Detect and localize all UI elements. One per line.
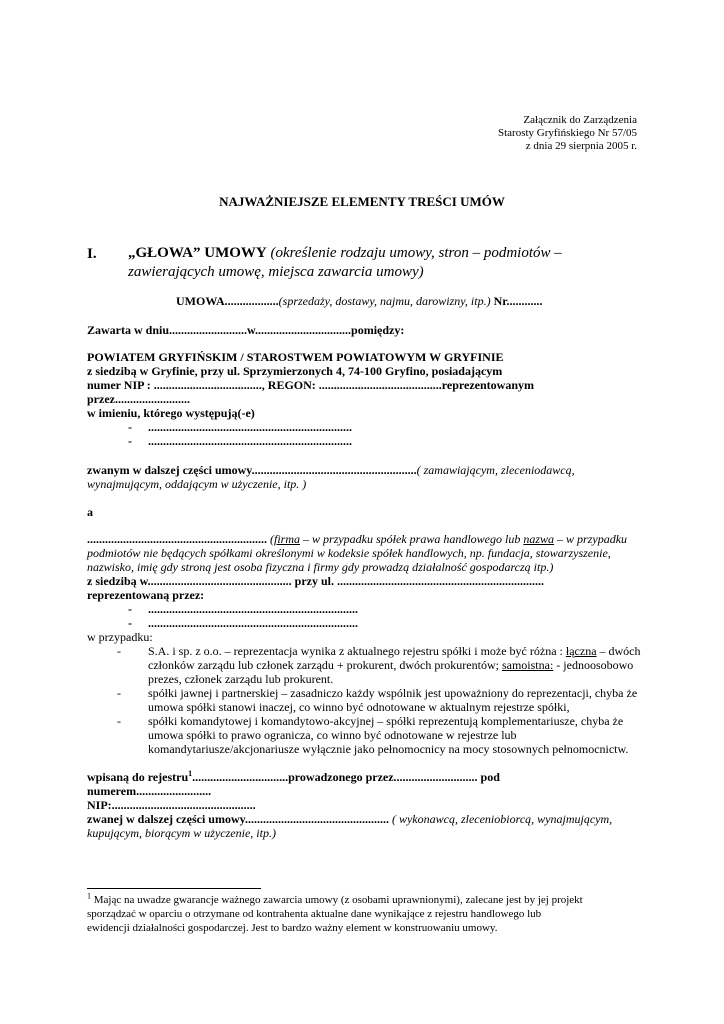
rejestr-text: ................................prowadzonego przez............................ pod: [192, 770, 500, 784]
zwanej-line: [87, 812, 612, 826]
zwanej-bold: zwanej w dalszej części umowy: [87, 812, 245, 826]
zawarta-line: Zawarta w dniu..........................w................................pomiędzy:: [87, 323, 405, 337]
case-text: – dwóch: [596, 644, 641, 658]
party1-line: przez.........................: [87, 392, 190, 406]
party2-italic: (: [267, 532, 274, 546]
case-line: spółki jawnej i partnerskiej – zasadniczo każdy wspólnik jest upoważniony do reprezentacji, chyba że: [148, 686, 638, 700]
nip-line: NIP:................................................: [87, 798, 256, 812]
rep-dash: -: [128, 434, 132, 448]
party1-line: numer NIP : ...................................., REGON: .........................................reprezentowanym: [87, 378, 534, 392]
party2-italic: – w przypadku: [554, 532, 628, 546]
zwanej-italic: ( wykonawcą, zleceniobiorcą, wynajmującym,: [388, 812, 613, 826]
firma-term: firma: [274, 532, 301, 546]
zwanym-dots: .......................................................: [251, 463, 417, 477]
umowa-italic: (sprzedaży, dostawy, najmu, darowizny, itp.): [278, 294, 491, 308]
zwanym-italic-line: wynajmującym, oddającym w użyczenie, itp. ): [87, 477, 307, 491]
footnote-line: ewidencji działalności gospodarczej. Jest to bardzo ważny element w konstruowaniu umowy.: [87, 922, 498, 934]
w-przypadku-line: w przypadku:: [87, 630, 153, 644]
case-text: członków zarządu lub członek zarządu + prokurent, dwóch prokurentów;: [148, 658, 502, 672]
a-label: a: [87, 505, 93, 519]
zwanej-dots: ................................................: [244, 812, 389, 826]
party2-line: nazwisko, imię gdy stroną jest osoba fizyczna i firmy gdy prowadzą działalność gospodarczą itp.): [87, 560, 554, 574]
case-line: umowa spółki stanowi inaczej, co winno być odnotowane w aktualnym rejestrze spółki,: [148, 700, 570, 714]
umowa-number: Nr............: [490, 294, 543, 308]
document-title: NAJWAŻNIEJSZE ELEMENTY TREŚCI UMÓW: [219, 194, 505, 209]
numerem-line: numerem.........................: [87, 784, 212, 798]
laczna-term: łączna: [565, 644, 597, 658]
samoistna-term: samoistna:: [501, 658, 554, 672]
case-bullet: -: [117, 714, 121, 728]
party2-line: [87, 532, 627, 546]
umowa-line: [176, 294, 542, 308]
section-heading-bold: „GŁOWA” UMOWY: [128, 245, 267, 261]
case-text: - jednoosobowo: [553, 658, 634, 672]
party2-dots: ............................................................: [87, 532, 267, 546]
header-note-line: Starosty Gryfińskiego Nr 57/05: [497, 127, 637, 139]
footnote-line: sporządzać w oparciu o otrzymane od kontrahenta aktualne dane wynikające z rejestru handlowego lub: [87, 908, 542, 920]
footnote-text: Mając na uwadze gwarancje ważnego zawarcia umowy (z osobami uprawnionymi), zalecane jest by jej projekt: [91, 894, 583, 906]
umowa-bold: UMOWA..................: [176, 294, 279, 308]
footnote-ref: 1: [188, 769, 193, 778]
zwanej-italic-line: kupującym, biorącym w użyczenie, itp.): [87, 826, 276, 840]
header-note: [498, 114, 637, 153]
case-bullet: -: [117, 686, 121, 700]
reprezentowana-line: reprezentowaną przez:: [87, 588, 205, 602]
footnote-separator: [87, 888, 261, 889]
party1-line: POWIATEM GRYFIŃSKIM / STAROSTWEM POWIATOWYM W GRYFINIE: [87, 350, 504, 364]
case-line: [148, 658, 633, 672]
section-number: I.: [87, 246, 97, 262]
case-line: prezes, członek zarządu lub prokurent.: [148, 672, 334, 686]
rejestr-line: [87, 770, 500, 784]
representative-field: ......................................................................: [148, 616, 358, 630]
section-heading: [128, 244, 598, 282]
siedziba-line: z siedzibą w................................................ przy ul. .....................................................................: [87, 574, 545, 588]
case-line: umowa spółki to prawo ogranicza, co winno być odnotowane w rejestrze lub: [148, 728, 517, 742]
party2-italic: – w przypadku spółek prawa handlowego lub: [300, 532, 524, 546]
case-line: komandytariusze/akcjonariusze wyłącznie jako pełnomocnicy na mocy stosownych pełnomocnictw.: [148, 742, 629, 756]
case-line: spółki komandytowej i komandytowo-akcyjnej – spółki reprezentują komplementariusze, chyba że: [148, 714, 624, 728]
party2-line: podmiotów nie będących spółkami określonymi w kodeksie spółek handlowych, np. fundacja, stowarzyszenie,: [87, 546, 611, 560]
party1-line: w imieniu, którego występują(-e): [87, 406, 255, 420]
representative-field: ....................................................................: [148, 434, 352, 448]
footnote-line: [87, 893, 583, 907]
rep-dash: -: [128, 602, 132, 616]
zwanym-line: [87, 463, 575, 477]
party1-line: z siedzibą w Gryfinie, przy ul. Sprzymierzonych 4, 74-100 Gryfino, posiadającym: [87, 364, 503, 378]
section-heading-italic: (określenie rodzaju umowy, stron – podmiotów –: [270, 245, 562, 261]
representative-field: ......................................................................: [148, 602, 358, 616]
footnote-number: 1: [87, 891, 91, 901]
case-line: [148, 644, 641, 658]
zwanym-bold: zwanym w dalszej części umowy: [87, 463, 252, 477]
nazwa-term: nazwa: [523, 532, 555, 546]
section-heading-italic: zawierających umowę, miejsca zawarcia umowy): [128, 264, 424, 280]
case-text: S.A. i sp. z o.o. – reprezentacja wynika z aktualnego rejestru spółki i może być różna :: [148, 644, 566, 658]
case-bullet: -: [117, 644, 121, 658]
header-note-line: Załącznik do Zarządzenia: [523, 114, 637, 126]
header-note-line: z dnia 29 sierpnia 2005 r.: [525, 140, 637, 152]
rep-dash: -: [128, 616, 132, 630]
representative-field: ....................................................................: [148, 420, 352, 434]
rep-dash: -: [128, 420, 132, 434]
rejestr-text: wpisaną do rejestru: [87, 770, 189, 784]
zwanym-italic: ( zamawiającym, zleceniodawcą,: [416, 463, 575, 477]
